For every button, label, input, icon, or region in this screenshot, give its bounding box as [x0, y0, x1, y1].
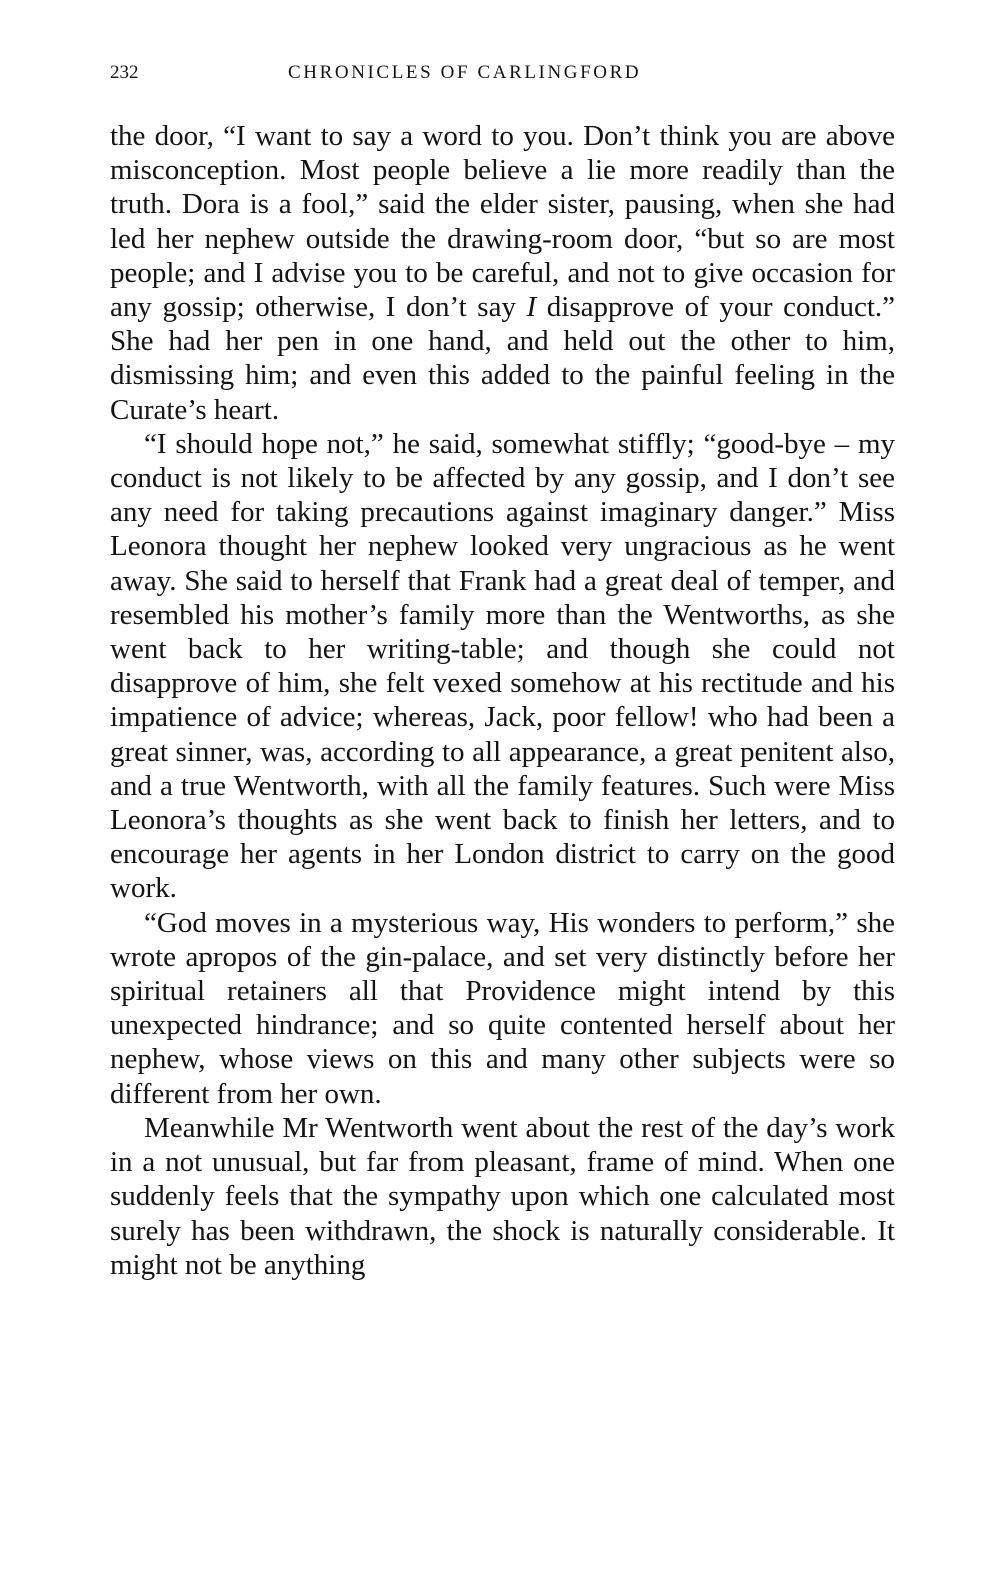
- paragraph-1-text-b: disapprove of your conduct.” She had her pen in one hand, and held out the other to him, dismissing him; and even this added to the painful feeling in the Curate’s heart.: [110, 291, 895, 426]
- page-number: 232: [110, 62, 139, 83]
- paragraph-3: “God moves in a mysterious way, His wonders to perform,” she wrote apropos of the gin-palace, and set very distinctly before her spiritual retainers all that Providence might intend by this unexpected hindrance; and so quite contented herself about her nephew, whose views on this and many other subjects were so different from her own.: [110, 906, 895, 1110]
- body-text: [110, 119, 895, 1282]
- paragraph-4: Meanwhile Mr Wentworth went about the rest of the day’s work in a not unusual, but far from pleasant, frame of mind. When one suddenly feels that the sympathy upon which one calculated most surely has been withdrawn, the shock is naturally considerable. It might not be anything: [110, 1111, 895, 1281]
- paragraph-1-italic: I: [526, 291, 537, 324]
- running-title: CHRONICLES OF CARLINGFORD: [288, 62, 642, 83]
- paragraph-2: “I should hope not,” he said, somewhat stiffly; “good-bye – my conduct is not likely to be affected by any gossip, and I don’t see any need for taking precautions against imaginary danger.” Miss Leonora thought her nephew looked very ungracious as he went away. She said to herself that Frank had a great deal of temper, and resembled his mother’s family more than the Wentworths, as she went back to her writing-table; and though she could not disapprove of him, she felt vexed somehow at his rectitude and his impatience of advice; whereas, Jack, poor fellow! who had been a great sinner, was, according to all appearance, a great penitent also, and a true Wentworth, with all the family features. Such were Miss Leonora’s thoughts as she went back to finish her letters, and to encourage her agents in her London district to carry on the good work.: [110, 427, 895, 905]
- paragraph-1: [110, 119, 895, 427]
- book-page: [110, 58, 895, 1282]
- running-head: [110, 58, 895, 94]
- paragraph-1-text-a: the door, “I want to say a word to you. Don’t think you are above misconception. Most people believe a lie more readily than the truth. Dora is a fool,” said the elder sister, pausing, when she had led her nephew outside the drawing-room door, “but so are most people; and I advise you to be careful, and not to give occasion for any gossip; otherwise, I don’t say: [110, 120, 895, 324]
